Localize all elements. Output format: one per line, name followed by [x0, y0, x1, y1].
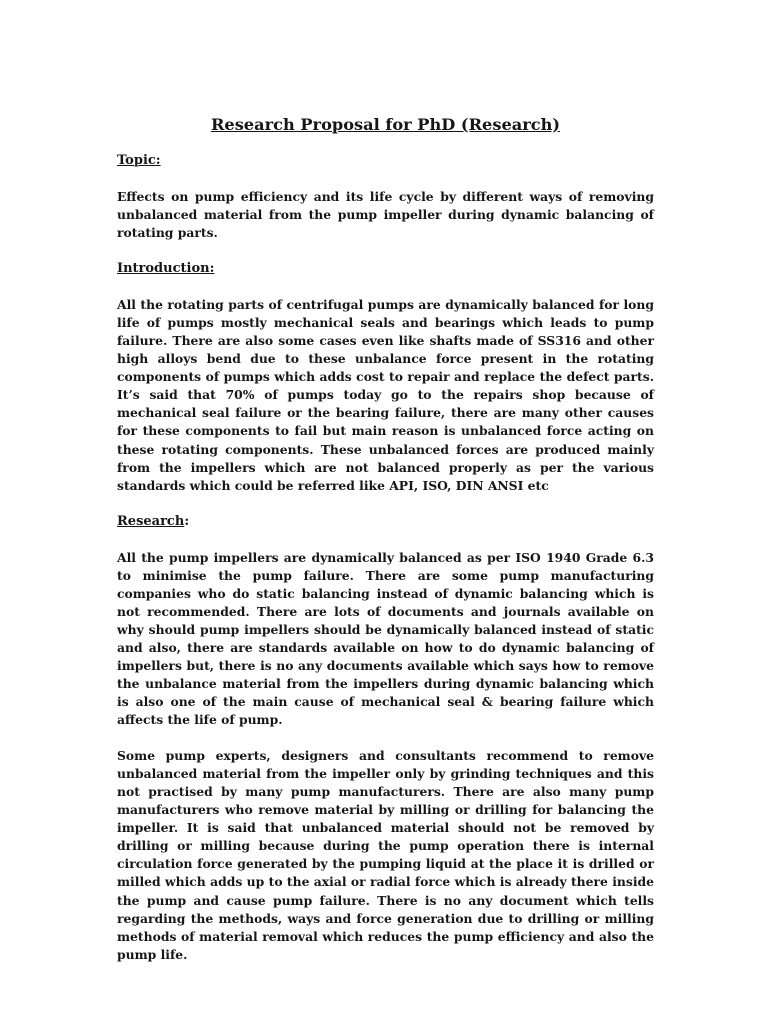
research-paragraph-1: All the pump impellers are dynamically balanced as per ISO 1940 Grade 6.3 to minimise the pump failure. There are some pump manufacturing companies who do static balancing instead of dynamic balancing which is not recommended. There are lots of documents and journals available on why should pump impellers should be dynamically balanced instead of static and also, there are standards available on how to do dynamic balancing of impellers but, there is no any documents available which says how to remove the unbalance material from the impellers during dynamic balancing which is also one of the main cause of mechanical seal & bearing failure which affects the life of pump.: [117, 549, 654, 728]
introduction-paragraph: All the rotating parts of centrifugal pumps are dynamically balanced for long life of pumps mostly mechanical seals and bearings which leads to pump failure. There are also some cases even like shafts made of SS316 and other high alloys bend due to these unbalance force present in the rotating components of pumps which adds cost to repair and replace the defect parts. It’s said that 70% of pumps today go to the repairs shop because of mechanical seal failure or the bearing failure, there are many other causes for these components to fail but main reason is unbalanced force acting on these rotating components. These unbalanced forces are produced mainly from the impellers which are not balanced properly as per the various standards which could be referred like API, ISO, DIN ANSI etc: [117, 297, 654, 493]
research-heading-colon: :: [184, 513, 190, 529]
topic-paragraph: Effects on pump efficiency and its life cycle by different ways of removing unbalanced material from the pump impeller during dynamic balancing of rotating parts.: [117, 189, 654, 241]
topic-heading: Topic:: [117, 153, 161, 168]
document-page: [117, 112, 654, 982]
research-heading-wrapper: [117, 513, 654, 531]
research-heading: Research: [117, 513, 185, 529]
introduction-heading: Introduction:: [117, 261, 215, 277]
research-paragraph-2: Some pump experts, designers and consultants recommend to remove unbalanced material from the impeller only by grinding techniques and this not practised by many pump manufacturers. There are also many pump manufacturers who remove material by milling or drilling for balancing the impeller. It is said that unbalanced material should not be removed by drilling or milling because during the pump operation there is internal circulation force generated by the pumping liquid at the place it is drilled or milled which adds up to the axial or radial force which is already there inside the pump and cause pump failure. There is no any document which tells regarding the methods, ways and force generation due to drilling or milling methods of material removal which reduces the pump efficiency and also the pump life.: [117, 748, 654, 962]
document-title: Research Proposal for PhD (Research): [210, 115, 561, 134]
